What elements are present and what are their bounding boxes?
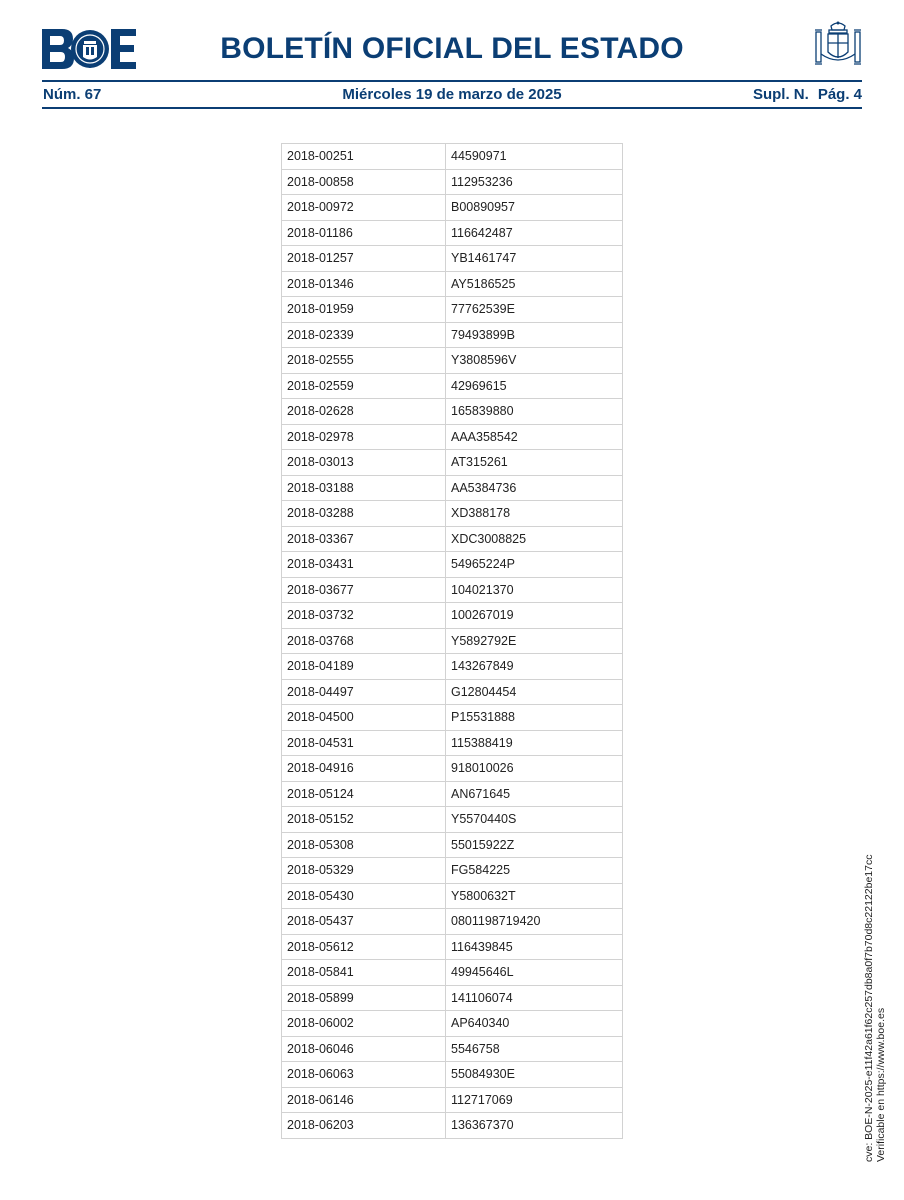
document-id-cell: 54965224P — [446, 552, 623, 578]
expedient-cell: 2018-02559 — [282, 373, 446, 399]
document-id-cell: YB1461747 — [446, 246, 623, 272]
document-id-cell: 143267849 — [446, 654, 623, 680]
issue-date: Miércoles 19 de marzo de 2025 — [342, 86, 562, 103]
expedient-cell: 2018-03677 — [282, 577, 446, 603]
document-id-cell: AAA358542 — [446, 424, 623, 450]
table-row — [282, 322, 623, 348]
document-id-cell: 49945646L — [446, 960, 623, 986]
table-row — [282, 858, 623, 884]
cve-code: cve: BOE-N-2025-e11f42a61f62c257db8a0f7b70d8c22122be17cc — [863, 854, 875, 1162]
table-row — [282, 348, 623, 374]
expedient-cell: 2018-05437 — [282, 909, 446, 935]
table-row — [282, 909, 623, 935]
expedient-cell: 2018-02978 — [282, 424, 446, 450]
document-id-cell: 141106074 — [446, 985, 623, 1011]
document-id-cell: 116439845 — [446, 934, 623, 960]
document-id-cell: AY5186525 — [446, 271, 623, 297]
document-id-cell: AA5384736 — [446, 475, 623, 501]
table-row — [282, 577, 623, 603]
document-id-cell: 116642487 — [446, 220, 623, 246]
table-row — [282, 807, 623, 833]
table-row — [282, 654, 623, 680]
document-id-cell: Y3808596V — [446, 348, 623, 374]
document-id-cell: 55084930E — [446, 1062, 623, 1088]
expedient-cell: 2018-05152 — [282, 807, 446, 833]
expedient-cell: 2018-06063 — [282, 1062, 446, 1088]
expedient-cell: 2018-05612 — [282, 934, 446, 960]
expedient-cell: 2018-06146 — [282, 1087, 446, 1113]
expedient-cell: 2018-03768 — [282, 628, 446, 654]
table-row — [282, 1036, 623, 1062]
expedient-cell: 2018-04500 — [282, 705, 446, 731]
table-row — [282, 1087, 623, 1113]
document-id-cell: FG584225 — [446, 858, 623, 884]
document-id-cell: 55015922Z — [446, 832, 623, 858]
expedient-cell: 2018-00858 — [282, 169, 446, 195]
table-row — [282, 552, 623, 578]
document-id-cell: 918010026 — [446, 756, 623, 782]
table-row — [282, 144, 623, 170]
expedient-cell: 2018-02628 — [282, 399, 446, 425]
expedient-cell: 2018-03431 — [282, 552, 446, 578]
document-id-cell: XD388178 — [446, 501, 623, 527]
expedient-cell: 2018-01186 — [282, 220, 446, 246]
page-number: Pág. 4 — [817, 86, 862, 103]
document-id-cell: AN671645 — [446, 781, 623, 807]
expedient-cell: 2018-05899 — [282, 985, 446, 1011]
logo-text: BOE — [89, 68, 92, 69]
expedient-cell: 2018-01257 — [282, 246, 446, 272]
document-id-cell: 5546758 — [446, 1036, 623, 1062]
issue-number: Núm. 67 — [43, 86, 102, 103]
document-id-cell: P15531888 — [446, 705, 623, 731]
table-row — [282, 960, 623, 986]
document-id-cell: 112717069 — [446, 1087, 623, 1113]
expedient-cell: 2018-00251 — [282, 144, 446, 170]
table-row — [282, 246, 623, 272]
supplement-label: Supl. N. — [752, 86, 809, 103]
table-row — [282, 832, 623, 858]
document-id-cell: 42969615 — [446, 373, 623, 399]
page-ref — [753, 86, 862, 103]
expedient-cell: 2018-05841 — [282, 960, 446, 986]
cve-footer — [863, 855, 887, 1162]
expedient-cell: 2018-03188 — [282, 475, 446, 501]
document-id-cell: AP640340 — [446, 1011, 623, 1037]
expedient-cell: 2018-06203 — [282, 1113, 446, 1139]
document-id-cell: Y5800632T — [446, 883, 623, 909]
document-id-cell: XDC3008825 — [446, 526, 623, 552]
expedient-cell: 2018-04497 — [282, 679, 446, 705]
header-rule-top — [42, 80, 862, 82]
coat-of-arms-icon — [813, 20, 863, 72]
header-rule-bottom — [42, 107, 862, 109]
verify-link[interactable]: Verificable en https://www.boe.es — [875, 1007, 887, 1162]
document-id-cell: 100267019 — [446, 603, 623, 629]
expedient-cell: 2018-02555 — [282, 348, 446, 374]
table-row — [282, 526, 623, 552]
table-row — [282, 756, 623, 782]
table-row — [282, 1062, 623, 1088]
document-id-cell: Y5892792E — [446, 628, 623, 654]
table-row — [282, 424, 623, 450]
table-row — [282, 985, 623, 1011]
document-id-cell: 115388419 — [446, 730, 623, 756]
table-row — [282, 1011, 623, 1037]
expedient-cell: 2018-03288 — [282, 501, 446, 527]
table-row — [282, 373, 623, 399]
expedient-cell: 2018-06002 — [282, 1011, 446, 1037]
document-id-cell: Y5570440S — [446, 807, 623, 833]
table-row — [282, 501, 623, 527]
table-row — [282, 730, 623, 756]
table-row — [282, 883, 623, 909]
table-row — [282, 603, 623, 629]
table-row — [282, 781, 623, 807]
expedient-cell: 2018-03367 — [282, 526, 446, 552]
expedient-cell: 2018-03732 — [282, 603, 446, 629]
expedient-cell: 2018-05430 — [282, 883, 446, 909]
expedient-cell: 2018-04916 — [282, 756, 446, 782]
expedient-cell: 2018-05308 — [282, 832, 446, 858]
expedient-cell: 2018-06046 — [282, 1036, 446, 1062]
table-row — [282, 169, 623, 195]
table-row — [282, 628, 623, 654]
document-id-cell: B00890957 — [446, 195, 623, 221]
document-id-cell: 0801198719420 — [446, 909, 623, 935]
document-id-cell: 44590971 — [446, 144, 623, 170]
table-row — [282, 705, 623, 731]
table-row — [282, 1113, 623, 1139]
table-row — [282, 399, 623, 425]
records-table — [281, 143, 623, 1139]
page-title: BOLETÍN OFICIAL DEL ESTADO — [220, 32, 684, 65]
expedient-cell: 2018-02339 — [282, 322, 446, 348]
expedient-cell: 2018-04531 — [282, 730, 446, 756]
table-row — [282, 450, 623, 476]
table-row — [282, 271, 623, 297]
expedient-cell: 2018-05329 — [282, 858, 446, 884]
document-id-cell: 136367370 — [446, 1113, 623, 1139]
expedient-cell: 2018-01346 — [282, 271, 446, 297]
table-row — [282, 220, 623, 246]
expedient-cell: 2018-05124 — [282, 781, 446, 807]
table-row — [282, 475, 623, 501]
expedient-cell: 2018-00972 — [282, 195, 446, 221]
document-id-cell: 112953236 — [446, 169, 623, 195]
table-row — [282, 297, 623, 323]
document-id-cell: 104021370 — [446, 577, 623, 603]
document-id-cell: 77762539E — [446, 297, 623, 323]
expedient-cell: 2018-01959 — [282, 297, 446, 323]
document-id-cell: 165839880 — [446, 399, 623, 425]
document-id-cell: G12804454 — [446, 679, 623, 705]
document-id-cell: 79493899B — [446, 322, 623, 348]
expedient-cell: 2018-04189 — [282, 654, 446, 680]
records-table-body — [282, 144, 623, 1139]
document-id-cell: AT315261 — [446, 450, 623, 476]
table-row — [282, 679, 623, 705]
table-row — [282, 195, 623, 221]
table-row — [282, 934, 623, 960]
expedient-cell: 2018-03013 — [282, 450, 446, 476]
